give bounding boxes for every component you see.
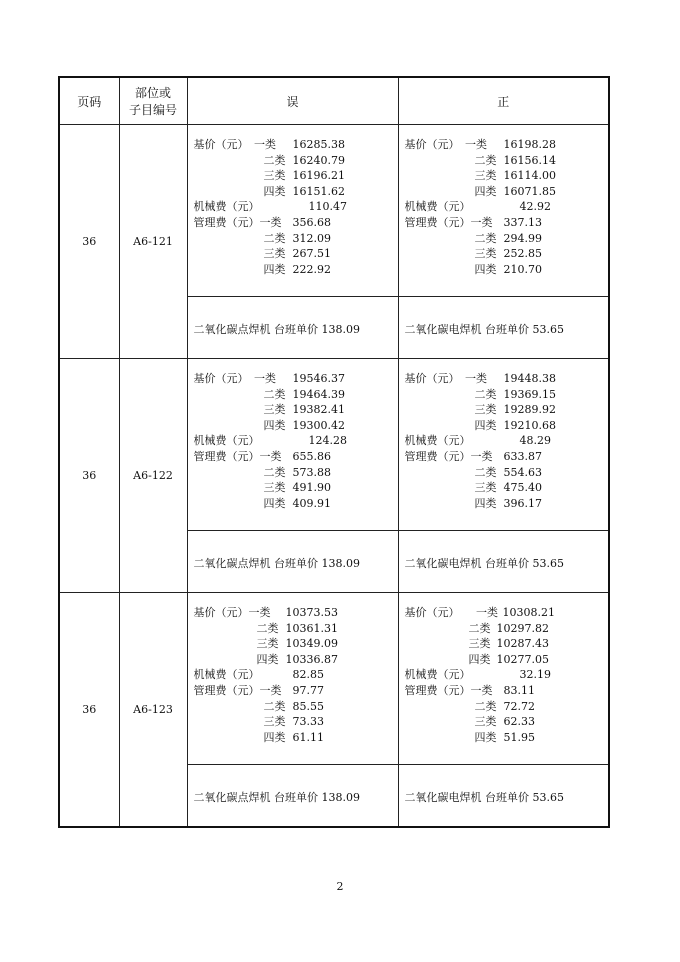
cost-line xyxy=(405,215,609,231)
right-note: 二氧化碳电焊机 台班单价 53.65 xyxy=(404,791,564,804)
cost-label: 四类 xyxy=(474,496,497,510)
cost-value: 51.95 xyxy=(503,730,535,744)
cost-line xyxy=(194,730,398,746)
cost-label: 二类 xyxy=(263,699,286,713)
cost-value: 16285.38 xyxy=(292,138,345,151)
right-detail-cell xyxy=(398,359,609,531)
cost-value: 19300.42 xyxy=(292,418,345,432)
cost-value: 61.11 xyxy=(292,730,324,744)
cost-value: 252.85 xyxy=(503,247,542,261)
cost-label: 机械费（元） xyxy=(193,200,260,214)
right-detail-cell xyxy=(398,125,609,297)
cost-line xyxy=(405,231,609,247)
cost-line xyxy=(194,262,398,278)
cost-line xyxy=(405,199,609,215)
header-code-line1: 部位或 xyxy=(134,86,171,100)
cost-value: 83.11 xyxy=(503,683,535,697)
cost-value: 16240.79 xyxy=(292,153,345,167)
cost-value: 97.77 xyxy=(292,683,324,697)
cost-line xyxy=(194,621,398,637)
cost-line xyxy=(194,137,398,153)
cost-label: 四类 xyxy=(468,652,491,666)
cost-value: 10308.21 xyxy=(502,606,555,619)
cost-value: 62.33 xyxy=(503,715,535,729)
table-row xyxy=(59,125,609,297)
cost-value: 16114.00 xyxy=(503,169,556,183)
cost-value: 409.91 xyxy=(292,496,331,510)
cost-line xyxy=(194,449,398,465)
cost-value: 19210.68 xyxy=(503,418,556,432)
cost-line xyxy=(194,652,398,668)
page-cell: 36 xyxy=(59,125,119,359)
cost-line xyxy=(194,480,398,496)
cost-value: 210.70 xyxy=(503,262,542,276)
cost-line xyxy=(194,714,398,730)
cost-value: 124.28 xyxy=(308,434,347,448)
cost-label: 四类 xyxy=(474,418,497,432)
cost-label: 二类 xyxy=(263,387,286,401)
cost-label: 机械费（元） xyxy=(193,434,260,448)
cost-line xyxy=(405,246,609,262)
cost-value: 16071.85 xyxy=(503,184,556,198)
cost-value: 16196.21 xyxy=(292,169,345,183)
cost-value: 655.86 xyxy=(292,449,331,463)
cost-label: 三类 xyxy=(468,637,491,651)
cost-label: 四类 xyxy=(474,184,497,198)
table-row xyxy=(59,593,609,765)
cost-line xyxy=(194,168,398,184)
cost-line xyxy=(194,153,398,169)
cost-label: 四类 xyxy=(256,652,279,666)
right-note-cell xyxy=(398,531,609,593)
cost-label: 三类 xyxy=(263,481,286,495)
header-row xyxy=(59,77,609,125)
cost-line xyxy=(405,621,609,637)
cost-line xyxy=(405,465,609,481)
cost-label: 二类 xyxy=(256,621,279,635)
cost-label: 机械费（元） xyxy=(404,434,471,448)
cost-line xyxy=(405,137,609,153)
cost-value: 32.19 xyxy=(519,668,551,682)
cost-value: 16156.14 xyxy=(503,153,556,167)
cost-label: 管理费（元）一类 xyxy=(193,215,282,229)
cost-value: 267.51 xyxy=(292,247,331,261)
header-code xyxy=(119,77,187,125)
cost-line xyxy=(194,636,398,652)
cost-line xyxy=(405,605,609,621)
cost-value: 110.47 xyxy=(308,200,347,214)
cost-label: 机械费（元） xyxy=(404,668,471,682)
cost-value: 19369.15 xyxy=(503,387,556,401)
cost-value: 396.17 xyxy=(503,496,542,510)
cost-label: 四类 xyxy=(474,262,497,276)
cost-label: 三类 xyxy=(474,715,497,729)
cost-value: 82.85 xyxy=(292,668,324,682)
cost-label: 机械费（元） xyxy=(404,200,471,214)
cost-value: 10336.87 xyxy=(285,652,338,666)
cost-line xyxy=(194,683,398,699)
cost-label: 基价（元）一类 xyxy=(193,606,271,619)
code-cell: A6-123 xyxy=(119,593,187,828)
cost-label: 基价（元） 一类 xyxy=(404,138,487,151)
cost-line xyxy=(405,496,609,512)
cost-line xyxy=(194,667,398,683)
cost-label: 三类 xyxy=(263,715,286,729)
wrong-note-cell xyxy=(187,531,398,593)
cost-value: 10361.31 xyxy=(285,621,338,635)
cost-label: 二类 xyxy=(263,153,286,167)
cost-value: 10277.05 xyxy=(496,652,549,666)
cost-line xyxy=(405,402,609,418)
cost-label: 三类 xyxy=(474,403,497,417)
header-wrong xyxy=(187,77,398,125)
wrong-note: 二氧化碳点焊机 台班单价 138.09 xyxy=(193,323,360,336)
cost-line xyxy=(194,402,398,418)
cost-value: 633.87 xyxy=(503,449,542,463)
cost-label: 二类 xyxy=(474,153,497,167)
wrong-detail-cell xyxy=(187,359,398,531)
cost-line xyxy=(405,387,609,403)
cost-label: 四类 xyxy=(263,418,286,432)
cost-value: 73.33 xyxy=(292,715,324,729)
cost-line xyxy=(194,246,398,262)
header-page xyxy=(59,77,119,125)
cost-label: 二类 xyxy=(263,465,286,479)
cost-value: 10297.82 xyxy=(496,621,549,635)
cost-label: 二类 xyxy=(474,699,497,713)
cost-value: 356.68 xyxy=(292,215,331,229)
cost-line xyxy=(405,433,609,449)
cost-value: 16198.28 xyxy=(503,138,556,151)
cost-label: 二类 xyxy=(474,231,497,245)
cost-label: 管理费（元）一类 xyxy=(404,449,493,463)
cost-label: 三类 xyxy=(474,247,497,261)
cost-value: 10287.43 xyxy=(496,637,549,651)
cost-line xyxy=(194,231,398,247)
cost-label: 二类 xyxy=(474,387,497,401)
cost-line xyxy=(194,387,398,403)
cost-value: 475.40 xyxy=(503,481,542,495)
header-page-label: 页码 xyxy=(77,94,102,109)
cost-line xyxy=(405,480,609,496)
cost-value: 573.88 xyxy=(292,465,331,479)
cost-line xyxy=(194,184,398,200)
cost-line xyxy=(405,168,609,184)
cost-label: 三类 xyxy=(256,637,279,651)
cost-label: 二类 xyxy=(474,465,497,479)
cost-label: 三类 xyxy=(474,169,497,183)
cost-label: 管理费（元）一类 xyxy=(404,215,493,229)
wrong-note-cell xyxy=(187,297,398,359)
wrong-note: 二氧化碳点焊机 台班单价 138.09 xyxy=(193,791,360,804)
right-note-cell xyxy=(398,297,609,359)
cost-label: 机械费（元） xyxy=(193,668,260,682)
cost-line xyxy=(405,262,609,278)
cost-line xyxy=(405,449,609,465)
cost-line xyxy=(194,605,398,621)
header-wrong-label: 误 xyxy=(286,94,299,109)
header-right-label: 正 xyxy=(497,94,510,109)
cost-line xyxy=(194,699,398,715)
cost-value: 222.92 xyxy=(292,262,331,276)
cost-value: 312.09 xyxy=(292,231,331,245)
cost-line xyxy=(405,667,609,683)
cost-line xyxy=(405,730,609,746)
cost-line xyxy=(405,636,609,652)
cost-value: 294.99 xyxy=(503,231,542,245)
cost-value: 85.55 xyxy=(292,699,324,713)
cost-label: 基价（元） 一类 xyxy=(193,138,276,151)
table-row xyxy=(59,359,609,531)
right-detail-cell xyxy=(398,593,609,765)
page-cell: 36 xyxy=(59,359,119,593)
cost-value: 554.63 xyxy=(503,465,542,479)
header-code-line2: 子目编号 xyxy=(128,103,177,117)
code-cell: A6-121 xyxy=(119,125,187,359)
wrong-note-cell xyxy=(187,765,398,828)
cost-label: 基价（元） 一类 xyxy=(404,606,498,619)
cost-label: 管理费（元）一类 xyxy=(193,449,282,463)
cost-label: 基价（元） 一类 xyxy=(404,372,487,385)
code-cell: A6-122 xyxy=(119,359,187,593)
cost-label: 四类 xyxy=(263,730,286,744)
right-note-cell xyxy=(398,765,609,828)
cost-value: 19448.38 xyxy=(503,372,556,385)
cost-value: 42.92 xyxy=(519,200,551,214)
cost-line xyxy=(405,683,609,699)
cost-line xyxy=(194,215,398,231)
cost-label: 三类 xyxy=(474,481,497,495)
cost-label: 管理费（元）一类 xyxy=(193,683,282,697)
cost-label: 四类 xyxy=(263,262,286,276)
cost-line xyxy=(194,465,398,481)
cost-label: 四类 xyxy=(263,184,286,198)
cost-value: 19289.92 xyxy=(503,403,556,417)
cost-value: 16151.62 xyxy=(292,184,345,198)
cost-line xyxy=(405,699,609,715)
wrong-detail-cell xyxy=(187,593,398,765)
page-number: 2 xyxy=(336,880,344,893)
cost-line xyxy=(405,184,609,200)
cost-label: 基价（元） 一类 xyxy=(193,372,276,385)
cost-line xyxy=(194,496,398,512)
cost-value: 72.72 xyxy=(503,699,535,713)
cost-label: 四类 xyxy=(474,730,497,744)
wrong-detail-cell xyxy=(187,125,398,297)
cost-label: 二类 xyxy=(263,231,286,245)
cost-label: 三类 xyxy=(263,247,286,261)
cost-label: 二类 xyxy=(468,621,491,635)
cost-label: 三类 xyxy=(263,169,286,183)
cost-line xyxy=(194,418,398,434)
cost-value: 48.29 xyxy=(519,434,551,448)
cost-label: 四类 xyxy=(263,496,286,510)
cost-line xyxy=(405,714,609,730)
cost-label: 管理费（元）一类 xyxy=(404,683,493,697)
cost-value: 10373.53 xyxy=(285,606,338,619)
cost-value: 10349.09 xyxy=(285,637,338,651)
cost-label: 三类 xyxy=(263,403,286,417)
cost-line xyxy=(405,652,609,668)
cost-value: 19382.41 xyxy=(292,403,345,417)
cost-value: 19464.39 xyxy=(292,387,345,401)
page-cell: 36 xyxy=(59,593,119,828)
cost-line xyxy=(405,371,609,387)
wrong-note: 二氧化碳点焊机 台班单价 138.09 xyxy=(193,557,360,570)
cost-line xyxy=(194,371,398,387)
right-note: 二氧化碳电焊机 台班单价 53.65 xyxy=(404,557,564,570)
header-right xyxy=(398,77,609,125)
cost-line xyxy=(405,418,609,434)
right-note: 二氧化碳电焊机 台班单价 53.65 xyxy=(404,323,564,336)
cost-line xyxy=(405,153,609,169)
cost-line xyxy=(194,433,398,449)
cost-value: 491.90 xyxy=(292,481,331,495)
cost-line xyxy=(194,199,398,215)
cost-value: 337.13 xyxy=(503,215,542,229)
errata-table xyxy=(58,76,610,828)
cost-value: 19546.37 xyxy=(292,372,345,385)
